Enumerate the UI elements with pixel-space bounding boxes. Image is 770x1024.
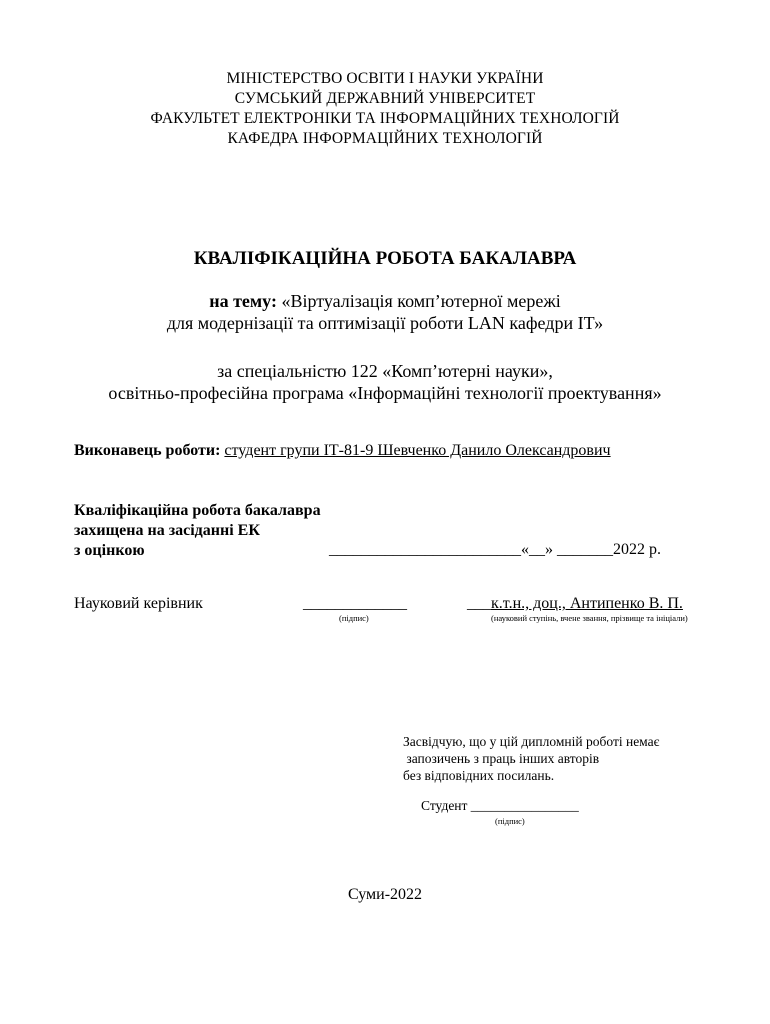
certification-block [403, 733, 659, 784]
defense-line-1: Кваліфікаційна робота бакалавра [74, 502, 321, 519]
ministry-line: МІНІСТЕРСТВО ОСВІТИ І НАУКИ УКРАЇНИ [226, 70, 544, 87]
performer-row [74, 442, 611, 460]
defense-line-3: з оцінкою [74, 542, 145, 559]
signature-caption: (підпис) [339, 613, 369, 623]
university-line: СУМСЬКИЙ ДЕРЖАВНИЙ УНІВЕРСИТЕТ [234, 90, 536, 107]
topic-title-part-2: для модернізації та оптимізації роботи LAN кафедри ІТ» [166, 313, 604, 333]
topic-label: на тему: [209, 291, 277, 311]
defense-block [74, 501, 321, 561]
defense-line-2: захищена на засіданні ЕК [74, 522, 260, 539]
certification-line-3: без відповідних посилань. [403, 768, 555, 783]
certification-line-1: Засвідчую, що у цій дипломній роботі немає [403, 734, 660, 749]
program-line: освітньо-професійна програма «Інформаційні технології проектування» [108, 383, 662, 403]
topic-block [0, 290, 770, 334]
certification-line-2: запозичень з праць інших авторів [403, 751, 600, 766]
specialty-block [0, 360, 770, 404]
institution-header [0, 69, 770, 149]
city-year: Суми-2022 [347, 886, 423, 903]
supervisor-name-row [467, 595, 683, 613]
student-signature-caption: (підпис) [495, 816, 525, 826]
department-line: КАФЕДРА ІНФОРМАЦІЙНИХ ТЕХНОЛОГІЙ [227, 130, 543, 147]
grade-date-line: ________________________«__» _______2022 р. [329, 541, 661, 558]
supervisor-name-prefix: ___ [467, 595, 491, 612]
supervisor-label: Науковий керівник [74, 595, 203, 612]
faculty-line: ФАКУЛЬТЕТ ЕЛЕКТРОНІКИ ТА ІНФОРМАЦІЙНИХ ТЕХНОЛОГІЙ [150, 110, 620, 127]
document-title: КВАЛІФІКАЦІЙНА РОБОТА БАКАЛАВРА [193, 248, 577, 269]
supervisor-signature-blank: _____________ [303, 595, 407, 612]
degree-caption: (науковий ступінь, вчене звання, прізвище та ініціали) [491, 613, 688, 623]
performer-value: студент групи ІТ-81-9 Шевченко Данило Олександрович [224, 442, 611, 459]
specialty-line: за спеціальністю 122 «Комп’ютерні науки», [217, 361, 553, 381]
topic-line-1 [0, 290, 770, 312]
supervisor-name: к.т.н., доц., Антипенко В. П. [491, 595, 683, 612]
student-signature-line: Студент ________________ [421, 798, 579, 813]
performer-label: Виконавець роботи: [74, 442, 221, 459]
topic-title-part-1: «Віртуалізація комп’ютерної мережі [276, 291, 561, 311]
